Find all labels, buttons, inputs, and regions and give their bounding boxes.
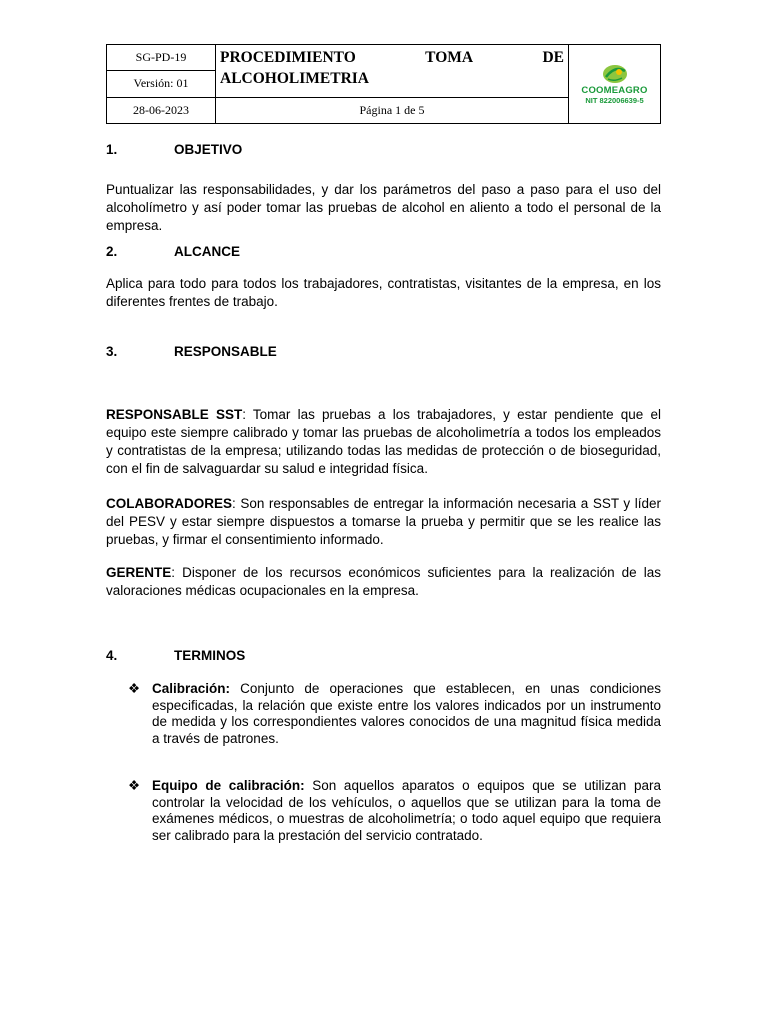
- logo-nit: NIT 822006639-5: [585, 96, 644, 105]
- leaf-logo-icon: [600, 63, 630, 85]
- section-title: ALCANCE: [174, 244, 240, 259]
- gerente-text: : Disponer de los recursos económicos suficientes para la realización de las valoraciones médicas ocupacionales en la empresa.: [106, 565, 661, 598]
- document-version: Versión: 01: [107, 71, 216, 97]
- term-calibracion: [152, 681, 661, 747]
- section-heading-objetivo: [106, 141, 242, 159]
- page-number: Página 1 de 5: [216, 97, 569, 123]
- document-title: [216, 45, 569, 98]
- responsable-sst-label: RESPONSABLE SST: [106, 407, 243, 422]
- section-heading-alcance: [106, 243, 240, 261]
- term-label: Calibración:: [152, 681, 231, 696]
- gerente-paragraph: [106, 564, 661, 600]
- diamond-bullet-icon: ❖: [128, 778, 141, 793]
- title-word-2: TOMA: [425, 49, 474, 66]
- term-label: Equipo de calibración:: [152, 778, 305, 793]
- logo-company-name: COOMEAGRO: [581, 85, 648, 96]
- document-header-table: [106, 44, 661, 124]
- section-title: RESPONSABLE: [174, 344, 277, 359]
- section-number: 3.: [106, 344, 118, 359]
- company-logo: [569, 63, 660, 105]
- colaboradores-text: : Son responsables de entregar la información necesaria a SST y líder del PESV y estar siempre dispuestos a tomarse la prueba y permitir que se les realice las pruebas, y firmar el consentimiento informado.: [106, 496, 661, 547]
- document-code: SG-PD-19: [107, 45, 216, 71]
- responsable-sst-text: : Tomar las pruebas a los trabajadores, y estar pendiente que el equipo este siempre calibrado y tomar las pruebas de alcoholimetría a todos los empleados y contratistas de la empresa; utilizando todas las medidas de protección o de bioseguridad, con el fin de salvaguardar su salud e integridad física.: [106, 407, 661, 476]
- gerente-label: GERENTE: [106, 565, 172, 580]
- document-date: 28-06-2023: [107, 97, 216, 123]
- section-title: OBJETIVO: [174, 142, 243, 157]
- title-word-1: PROCEDIMIENTO: [220, 49, 356, 66]
- colaboradores-paragraph: [106, 495, 661, 549]
- section-heading-terminos: [106, 647, 245, 665]
- title-line-2: ALCOHOLIMETRIA: [220, 70, 369, 87]
- section-number: 2.: [106, 244, 118, 259]
- objetivo-paragraph: Puntualizar las responsabilidades, y dar los parámetros del paso a paso para el uso del alcoholímetro y así poder tomar las pruebas de alcohol en aliento a todo el personal de la empresa.: [106, 182, 661, 233]
- section-number: 1.: [106, 142, 118, 157]
- colaboradores-label: COLABORADORES: [106, 496, 233, 511]
- term-definition: Conjunto de operaciones que establecen, en unas condiciones especificadas, la relación que existe entre los valores indicados por un instrumento de medida y los correspondientes valores conocidos de una magnitud física medida a través de patrones.: [152, 681, 661, 746]
- term-equipo-calibracion: [152, 778, 661, 844]
- logo-cell: [569, 45, 661, 124]
- section-title: TERMINOS: [174, 648, 246, 663]
- term-definition: Son aquellos aparatos o equipos que se utilizan para controlar la velocidad de los vehículos, o aquellos que se utilizan para la toma de exámenes médicos, o muestras de alcoholimetría; o todo aquel equipo que requiera ser calibrado para la prestación del servicio contratado.: [152, 778, 661, 843]
- section-number: 4.: [106, 648, 118, 663]
- diamond-bullet-icon: ❖: [128, 681, 141, 696]
- responsable-sst-paragraph: [106, 406, 661, 478]
- section-heading-responsable: [106, 343, 277, 361]
- alcance-paragraph: Aplica para todo para todos los trabajadores, contratistas, visitantes de la empresa, en los diferentes frentes de trabajo.: [106, 276, 661, 309]
- title-word-3: DE: [542, 49, 564, 66]
